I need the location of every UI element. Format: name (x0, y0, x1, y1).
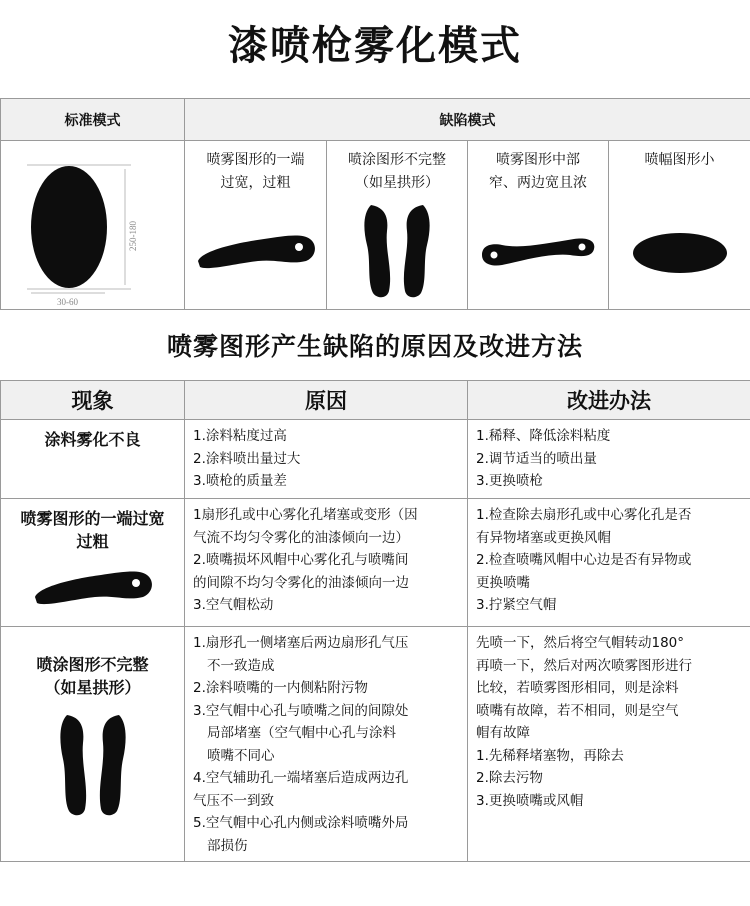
fix-line: 更换喷嘴 (476, 574, 530, 591)
cause-cell (185, 499, 468, 627)
table-row (1, 499, 750, 627)
header-phenomenon: 现象 (1, 381, 185, 420)
fix-line: 有异物堵塞或更换风帽 (476, 529, 611, 546)
fix-line: 3.拧紧空气帽 (476, 597, 557, 613)
fix-line: 先喷一下，然后将空气帽转动180° (476, 635, 685, 651)
cause-line: 气流不均匀令雾化的油漆倾向一边） (193, 529, 409, 546)
standard-mode-header: 标准模式 (1, 99, 185, 141)
fix-line: 再喷一下，然后对两次喷雾图形进行 (476, 657, 692, 674)
phenomenon-text: 涂料雾化不良 (44, 430, 141, 449)
defect-caption: 喷雾图形中部 (496, 152, 580, 168)
fix-line: 比较，若喷雾图形相同，则是涂料 (476, 680, 679, 696)
fix-line: 2.除去污物 (476, 770, 543, 786)
causes-table (0, 380, 750, 862)
cause-line: 3.空气帽松动 (193, 597, 274, 613)
cause-line: 气压不一到致 (193, 792, 274, 809)
cause-line: 5.空气帽中心孔内侧或涂料喷嘴外局 (193, 815, 409, 831)
cause-line: 4.空气辅助孔一端堵塞后造成两边孔 (193, 770, 409, 786)
defect-caption: 喷幅图形小 (644, 152, 715, 168)
cause-cell (185, 627, 468, 862)
cause-line: 1.涂料粘度过高 (193, 428, 287, 444)
cause-line: 1.扇形孔一侧堵塞后两边扇形孔气压 (193, 635, 409, 651)
fix-line: 2.调节适当的喷出量 (476, 450, 597, 467)
fix-line: 帽有故障 (476, 725, 530, 741)
standard-oval-pattern (1, 141, 185, 309)
phenomenon-text: 过粗 (76, 532, 109, 551)
phenomenon-text: 喷涂图形不完整 (36, 655, 149, 674)
header-fix: 改进办法 (468, 381, 750, 420)
cause-line: 2.涂料喷嘴的一内侧粘附污物 (193, 680, 368, 696)
fix-cell (468, 627, 750, 862)
cause-line: 3.喷枪的质量差 (193, 473, 287, 489)
fix-cell (468, 499, 750, 627)
spray-modes-table (0, 98, 750, 310)
fix-line: 1.先稀释堵塞物，再除去 (476, 747, 624, 764)
fix-line: 3.更换喷枪 (476, 473, 543, 489)
cause-line: 2.喷嘴损坏风帽中心雾化孔与喷嘴间 (193, 552, 409, 568)
dimension-horizontal: 30-60 (57, 297, 78, 307)
wide-end-pattern (31, 567, 155, 607)
incomplete-arch-pattern (53, 711, 133, 821)
defect-cell-incomplete (327, 141, 468, 310)
defect-caption: （如星拱形） (355, 175, 439, 191)
narrow-middle-pattern (478, 235, 598, 271)
fix-line: 2.检查喷嘴风帽中心边是否有异物或 (476, 552, 692, 568)
cause-line: 局部堵塞（空气帽中心孔与涂料 (207, 725, 396, 741)
phenomenon-cell (1, 499, 185, 627)
defect-caption: 窄、两边宽且浓 (489, 175, 587, 191)
phenomenon-text: （如星拱形） (44, 678, 141, 697)
table-row (1, 420, 750, 499)
fix-line: 1.稀释、降低涂料粘度 (476, 428, 611, 444)
defect-mode-header: 缺陷模式 (185, 99, 750, 141)
section-title: 喷雾图形产生缺陷的原因及改进方法 (166, 332, 583, 361)
fix-line: 喷嘴有故障，若不相同，则是空气 (476, 702, 679, 719)
fix-cell (468, 420, 750, 499)
defect-caption: 过宽，过粗 (220, 175, 291, 191)
fix-line: 1.检查除去扇形孔或中心雾化孔是否 (476, 507, 692, 523)
cause-line: 部损伤 (207, 837, 248, 854)
small-oval-pattern (630, 231, 730, 275)
defect-cell-wide-end (185, 141, 327, 310)
phenomenon-text: 喷雾图形的一端过宽 (20, 509, 165, 528)
page-title: 漆喷枪雾化模式 (228, 23, 522, 69)
table-row (1, 627, 750, 862)
cause-line: 喷嘴不同心 (207, 747, 275, 764)
phenomenon-cell (1, 627, 185, 862)
cause-line: 不一致造成 (207, 657, 275, 674)
defect-caption: 喷雾图形的一端 (206, 152, 305, 168)
dimension-vertical: 250-180 (128, 221, 138, 251)
phenomenon-cell (1, 420, 185, 499)
standard-pattern-cell (1, 141, 185, 310)
cause-line: 2.涂料喷出量过大 (193, 450, 301, 467)
incomplete-arch-pattern (357, 201, 437, 301)
wide-end-pattern (194, 231, 318, 271)
cause-line: 1扇形孔或中心雾化孔堵塞或变形（因 (193, 507, 418, 523)
cause-cell (185, 420, 468, 499)
cause-line: 3.空气帽中心孔与喷嘴之间的间隙处 (193, 702, 409, 719)
defect-cell-narrow-middle (468, 141, 609, 310)
cause-line: 的间隙不均匀令雾化的油漆倾向一边 (193, 574, 409, 591)
fix-line: 3.更换喷嘴或风帽 (476, 792, 584, 809)
defect-cell-small (609, 141, 750, 310)
defect-caption: 喷涂图形不完整 (348, 152, 446, 168)
header-cause: 原因 (185, 381, 468, 420)
